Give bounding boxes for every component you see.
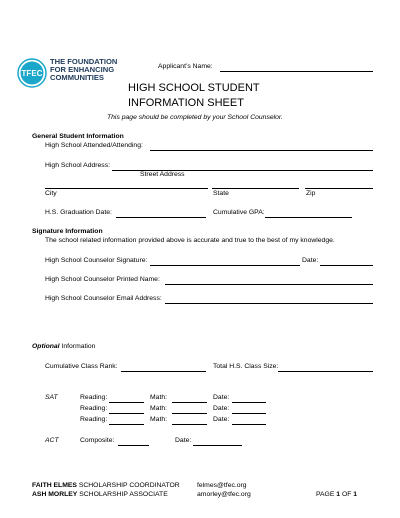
logo-text: TFEC [21,69,43,78]
zip-label: Zip [306,190,316,197]
coordinator-email: felmes@tfec.org [197,482,247,489]
accuracy-statement: The school related information provided above is accurate and true to the best of my knowledge. [45,237,335,244]
city-label: City [45,190,57,197]
org-name-line3: COMMUNITIES [50,73,104,82]
signature-date-field[interactable] [320,265,373,266]
optional-heading-italic: Optional [32,343,60,350]
footer-contact-1 [32,482,180,489]
act-date-field[interactable] [193,445,242,446]
state-field[interactable] [212,188,299,189]
page-title [128,81,260,111]
class-size-field[interactable] [278,371,373,372]
footer-contact-2 [32,491,168,498]
counselor-printed-name-field[interactable] [165,284,373,285]
applicant-name-label: Applicant’s Name: [158,63,213,70]
zip-field[interactable] [305,188,373,189]
associate-name: ASH MORLEY [32,491,78,498]
sat-math-field[interactable] [172,402,207,403]
signature-date-label: Date: [302,257,319,264]
sat-math-label: Math: [150,394,167,401]
gpa-field[interactable] [265,217,352,218]
org-name-line1: THE FOUNDATION [50,57,118,66]
sat-math-field[interactable] [172,413,207,414]
sat-date-field[interactable] [232,413,266,414]
page-current: 1 [336,491,341,498]
act-composite-field[interactable] [118,445,149,446]
sat-reading-label: Reading: [80,394,108,401]
class-rank-field[interactable] [121,371,206,372]
hs-attended-field[interactable] [150,150,373,151]
hs-address-label: High School Address: [45,162,110,169]
page-number [316,491,357,498]
counselor-printed-name-label: High School Counselor Printed Name: [45,276,160,283]
page-subtitle: This page should be completed by your School Counselor. [107,114,283,121]
general-heading: General Student Information [32,133,124,140]
gpa-label: Cumulative GPA: [213,209,265,216]
title-line2: INFORMATION SHEET [128,97,244,109]
sat-reading-label: Reading: [80,416,108,423]
counselor-email-label: High School Counselor Email Address: [45,295,162,302]
act-label: ACT [45,437,59,444]
sat-reading-field[interactable] [109,413,144,414]
class-rank-label: Cumulative Class Rank: [45,363,118,370]
org-name [50,58,117,82]
coordinator-role: SCHOLARSHIP COORDINATOR [76,482,180,489]
counselor-signature-label: High School Counselor Signature: [45,257,148,264]
city-field[interactable] [45,188,208,189]
sat-math-field[interactable] [172,424,207,425]
title-line1: HIGH SCHOOL STUDENT [128,82,260,94]
sat-date-field[interactable] [232,424,266,425]
act-composite-label: Composite: [80,437,115,444]
org-name-line2: FOR ENHANCING [50,65,115,74]
graduation-date-label: H.S. Graduation Date: [45,209,112,216]
optional-heading [32,343,95,350]
class-size-label: Total H.S. Class Size: [213,363,279,370]
graduation-date-field[interactable] [116,217,206,218]
sat-date-label: Date: [213,405,230,412]
sat-date-label: Date: [213,416,230,423]
sat-date-label: Date: [213,394,230,401]
hs-attended-label: High School Attended/Attending: [45,142,143,149]
page-prefix: PAGE [316,491,337,498]
page-total: 1 [353,491,358,498]
counselor-signature-field[interactable] [150,265,300,266]
sat-reading-field[interactable] [109,424,144,425]
tfec-logo [17,58,47,88]
sat-reading-label: Reading: [80,405,108,412]
sat-reading-field[interactable] [109,402,144,403]
counselor-email-field[interactable] [165,303,373,304]
sat-math-label: Math: [150,416,167,423]
associate-email: amorley@tfec.org [197,491,251,498]
signature-heading: Signature Information [32,228,103,235]
street-address-label: Street Address [140,171,185,178]
sat-label: SAT [45,394,58,401]
sat-date-field[interactable] [232,402,266,403]
page-of: OF [340,491,354,498]
sat-math-label: Math: [150,405,167,412]
applicant-name-field[interactable] [220,71,373,72]
act-date-label: Date: [175,437,192,444]
associate-role: SCHOLARSHIP ASSOCIATE [77,491,168,498]
state-label: State [213,190,229,197]
optional-heading-rest: Information [59,343,96,350]
coordinator-name: FAITH ELMES [32,482,77,489]
